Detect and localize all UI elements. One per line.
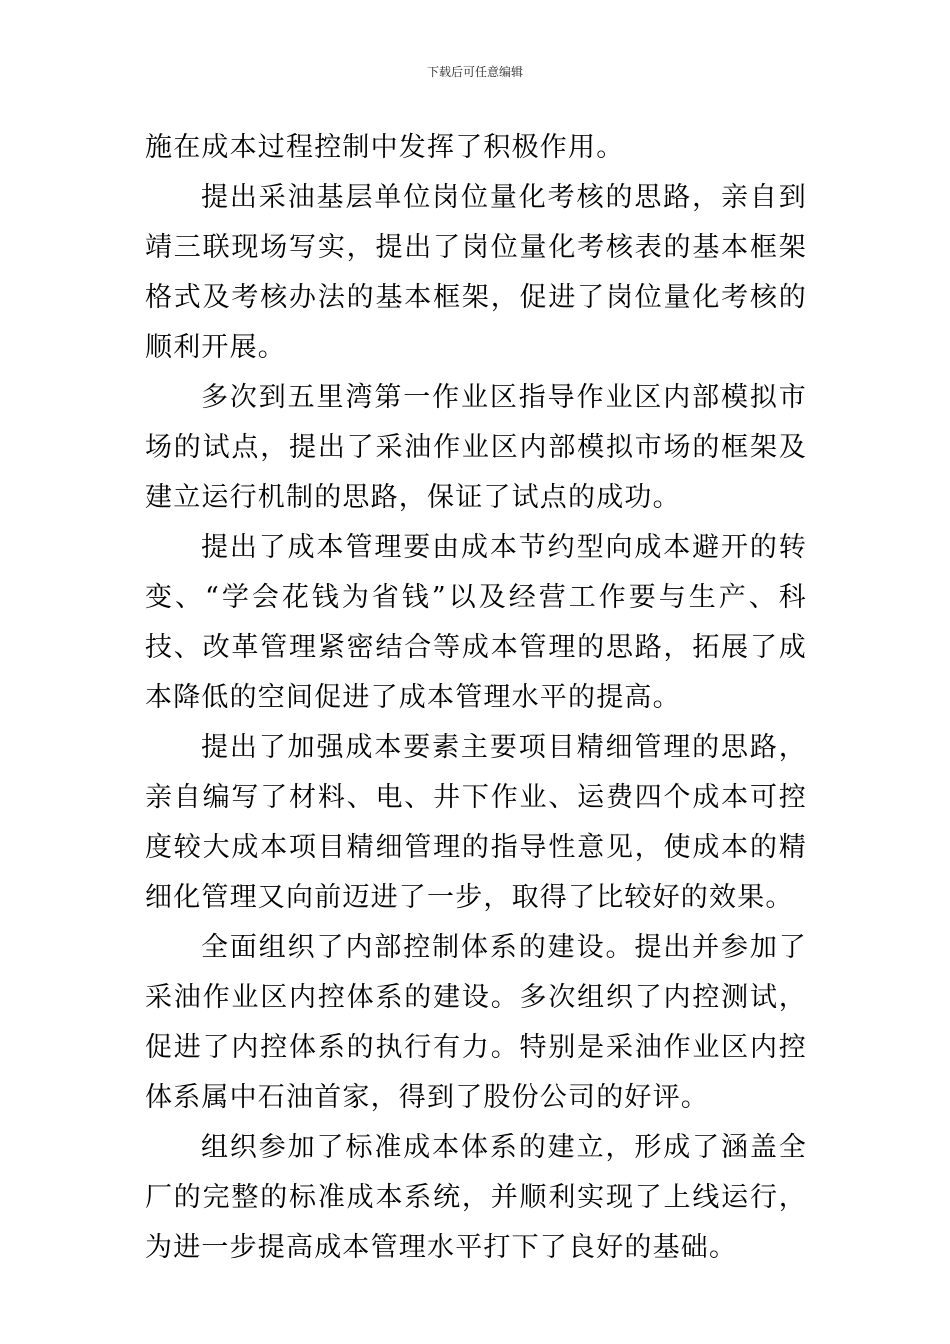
paragraph-simulated-market: 多次到五里湾第一作业区指导作业区内部模拟市场的试点，提出了采油作业区内部模拟市场的框架及建立运行机制的思路，保证了试点的成功。 — [145, 382, 807, 513]
paragraph-internal-control: 全面组织了内部控制体系的建设。提出并参加了采油作业区内控体系的建设。多次组织了内控测试，促进了内控体系的执行有力。特别是采油作业区内控体系属中石油首家，得到了股份公司的好评。 — [145, 932, 807, 1113]
paragraph-position-assessment: 提出采油基层单位岗位量化考核的思路，亲自到靖三联现场写实，提出了岗位量化考核表的基本框架格式及考核办法的基本框架，促进了岗位量化考核的顺利开展。 — [145, 182, 807, 363]
paragraph-cost-management-shift: 提出了成本管理要由成本节约型向成本避开的转变、“学会花钱为省钱”以及经营工作要与生产、科技、改革管理紧密结合等成本管理的思路，拓展了成本降低的空间促进了成本管理水平的提高。 — [145, 532, 807, 713]
document-body — [145, 123, 807, 1273]
paragraph-fine-management: 提出了加强成本要素主要项目精细管理的思路，亲自编写了材料、电、井下作业、运费四个成本可控度较大成本项目精细管理的指导性意见，使成本的精细化管理又向前迈进了一步，取得了比较好的效果。 — [145, 732, 807, 913]
paragraph-standard-cost: 组织参加了标准成本体系的建立，形成了涵盖全厂的完整的标准成本系统，并顺利实现了上线运行，为进一步提高成本管理水平打下了良好的基础。 — [145, 1132, 807, 1263]
page-header: 下载后可任意编辑 — [426, 65, 523, 79]
paragraph-continuation: 施在成本过程控制中发挥了积极作用。 — [145, 132, 625, 163]
